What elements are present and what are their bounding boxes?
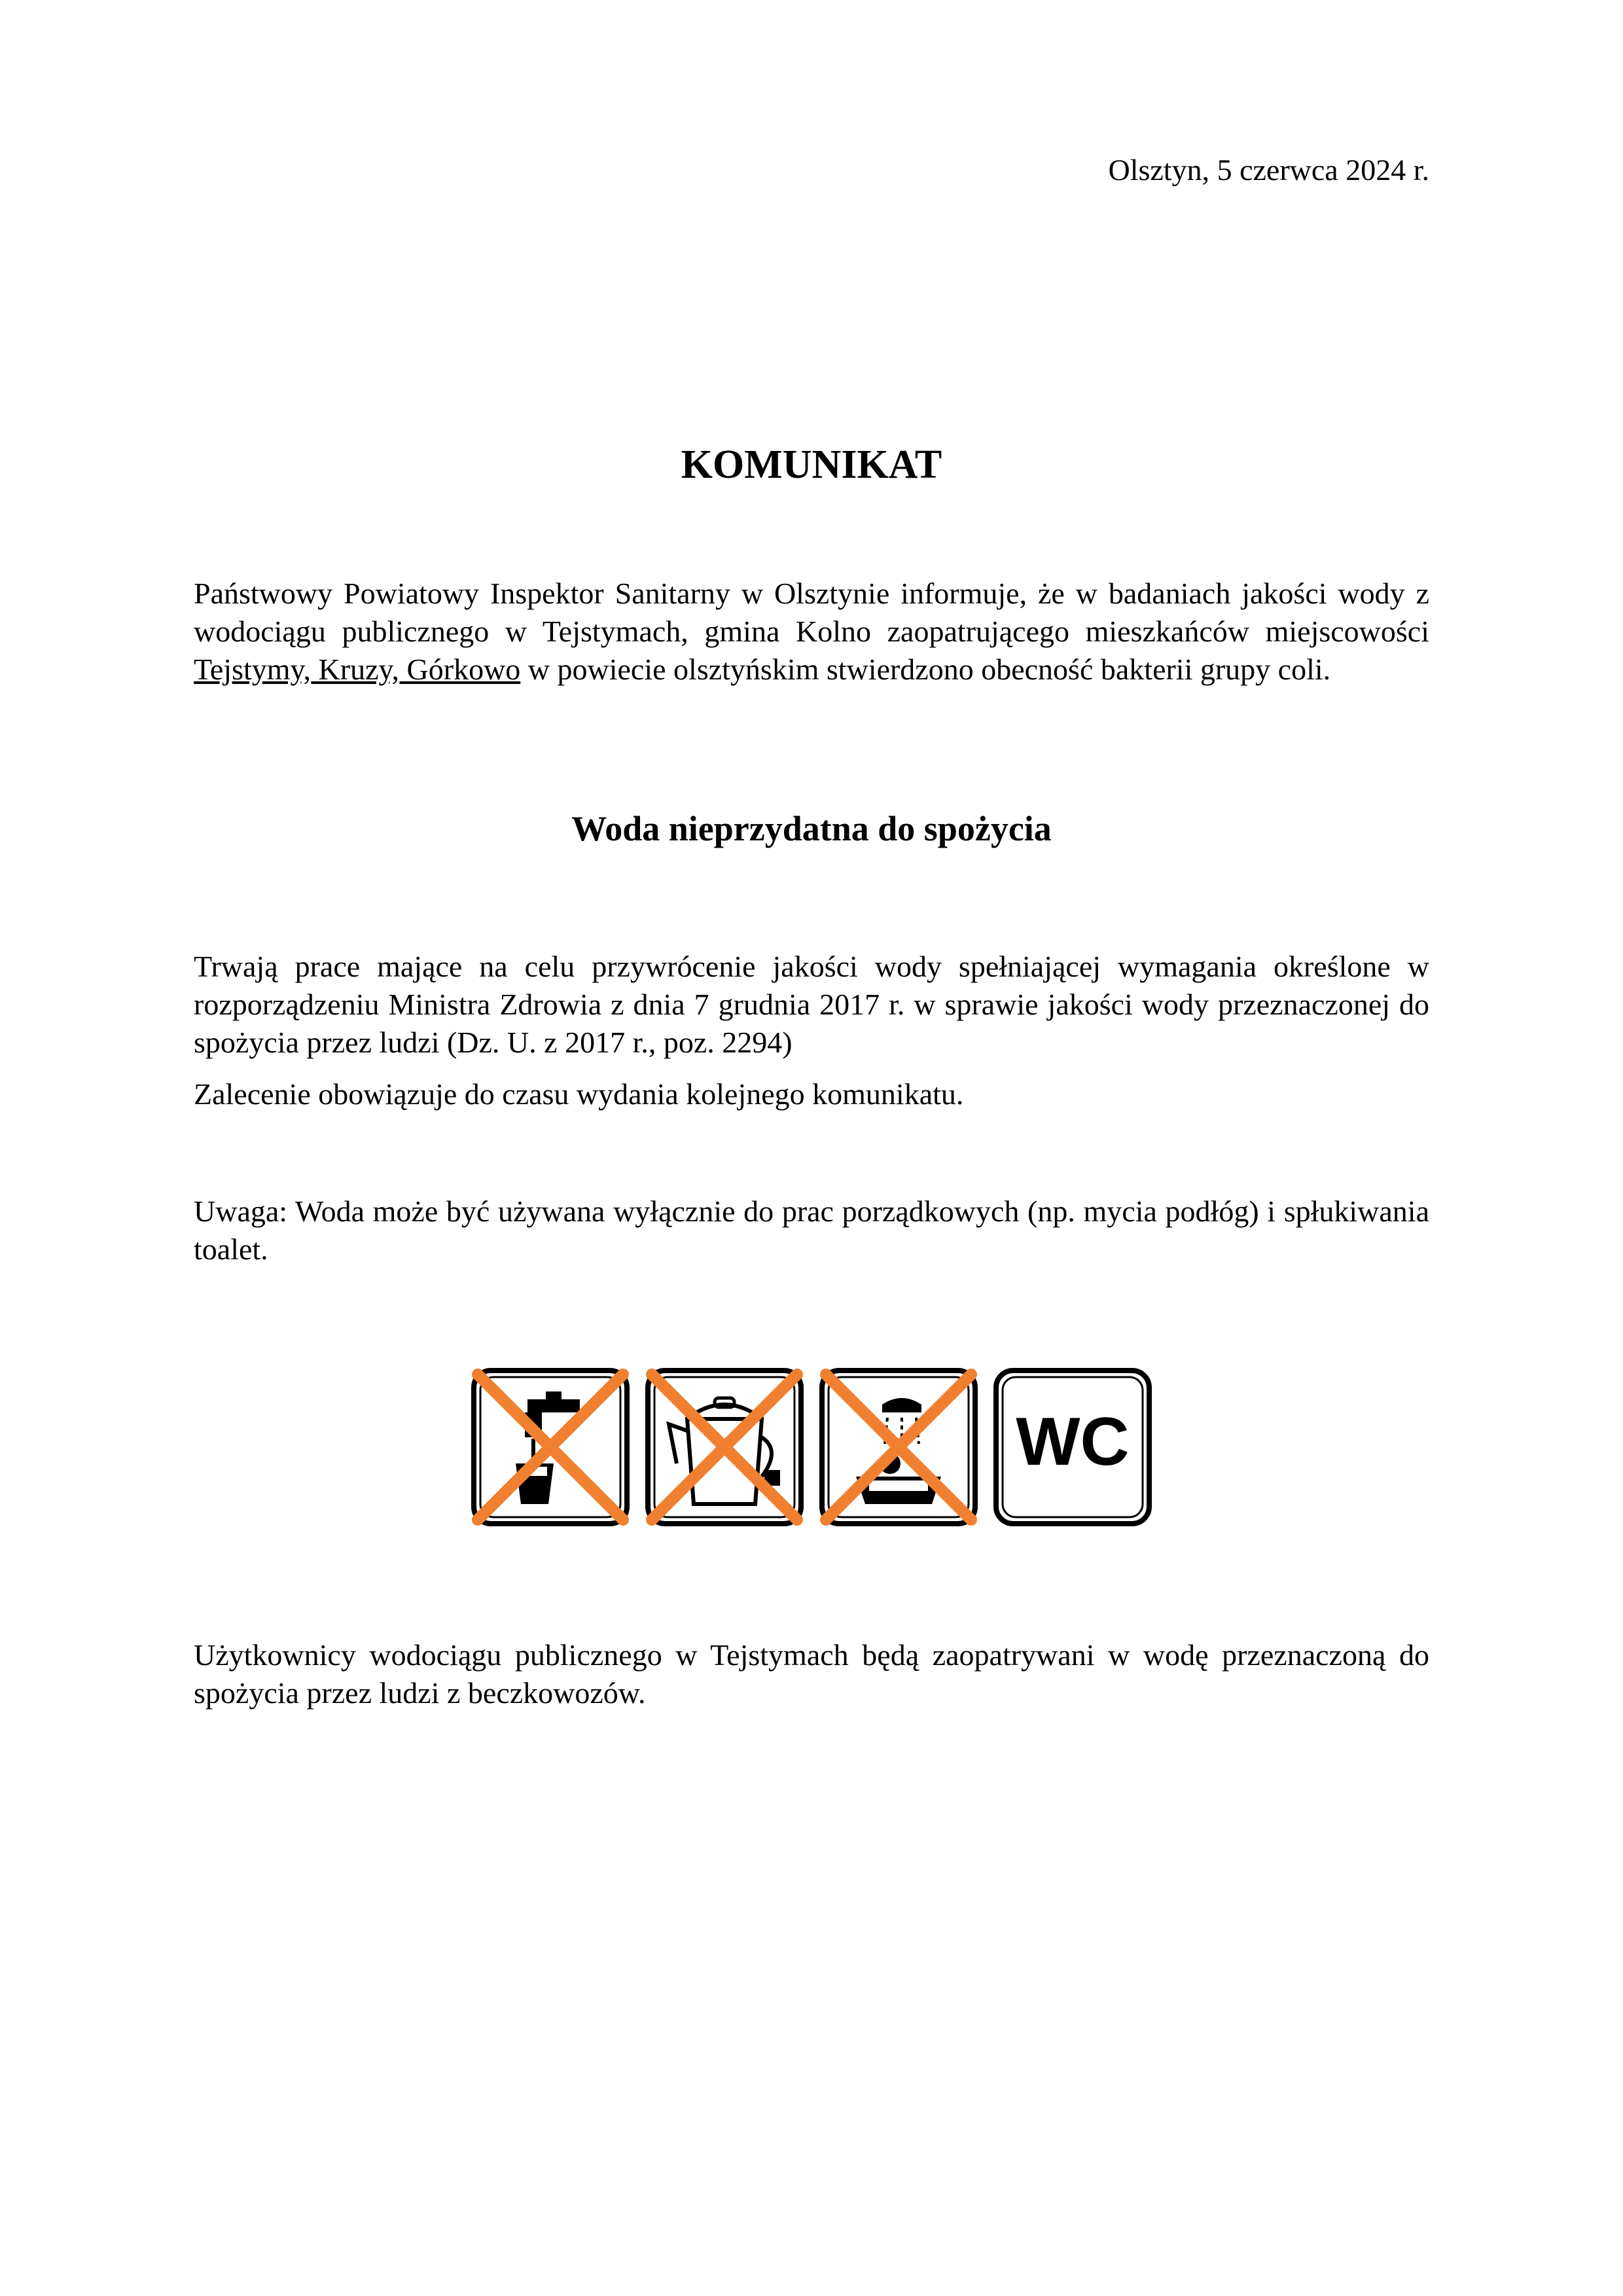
document-title: KOMUNIKAT bbox=[681, 442, 942, 487]
drinking-water-tap-icon bbox=[469, 1365, 632, 1529]
wc-icon bbox=[991, 1365, 1154, 1529]
note-paragraph: Uwaga: Woda może być używana wyłącznie do prac porządkowych (np. mycia podłóg) i spłukiwania toalet. bbox=[194, 1194, 1429, 1266]
intro-text-before: Państwowy Powiatowy Inspektor Sanitarny w Olsztynie informuje, że w badaniach jakości wody z wodociągu publicznego w Tejstymach, gmina Kolno zaopatrującego mieszkańców miejscowości bbox=[194, 577, 1429, 648]
intro-paragraph bbox=[194, 575, 1429, 689]
localities-underlined: Tejstymy, Kruzy, Górkowo bbox=[194, 653, 521, 686]
validity-paragraph: Zalecenie obowiązuje do czasu wydania kolejnego komunikatu. bbox=[194, 1077, 964, 1111]
document-date: Olsztyn, 5 czerwca 2024 r. bbox=[1108, 153, 1429, 187]
supply-paragraph: Użytkownicy wodociągu publicznego w Tejstymach będą zaopatrywani w wodę przeznaczoną do spożycia przez ludzi z beczkowozów. bbox=[194, 1638, 1429, 1710]
bathing-shower-icon bbox=[817, 1365, 980, 1529]
intro-text-after: w powiecie olsztyńskim stwierdzono obecność bakterii grupy coli. bbox=[520, 653, 1331, 686]
cooking-kettle-icon bbox=[643, 1365, 806, 1529]
usage-pictograms bbox=[469, 1365, 1153, 1529]
warning-subtitle: Woda nieprzydatna do spożycia bbox=[571, 809, 1052, 848]
wc-label: WC bbox=[1016, 1404, 1130, 1480]
works-paragraph: Trwają prace mające na celu przywrócenie jakości wody spełniającej wymagania określone w rozporządzeniu Ministra Zdrowia z dnia 7 grudnia 2017 r. w sprawie jakości wody przeznaczonej do spożycia przez ludzi (Dz. U. z 2017 r., poz. 2294) bbox=[194, 950, 1429, 1059]
